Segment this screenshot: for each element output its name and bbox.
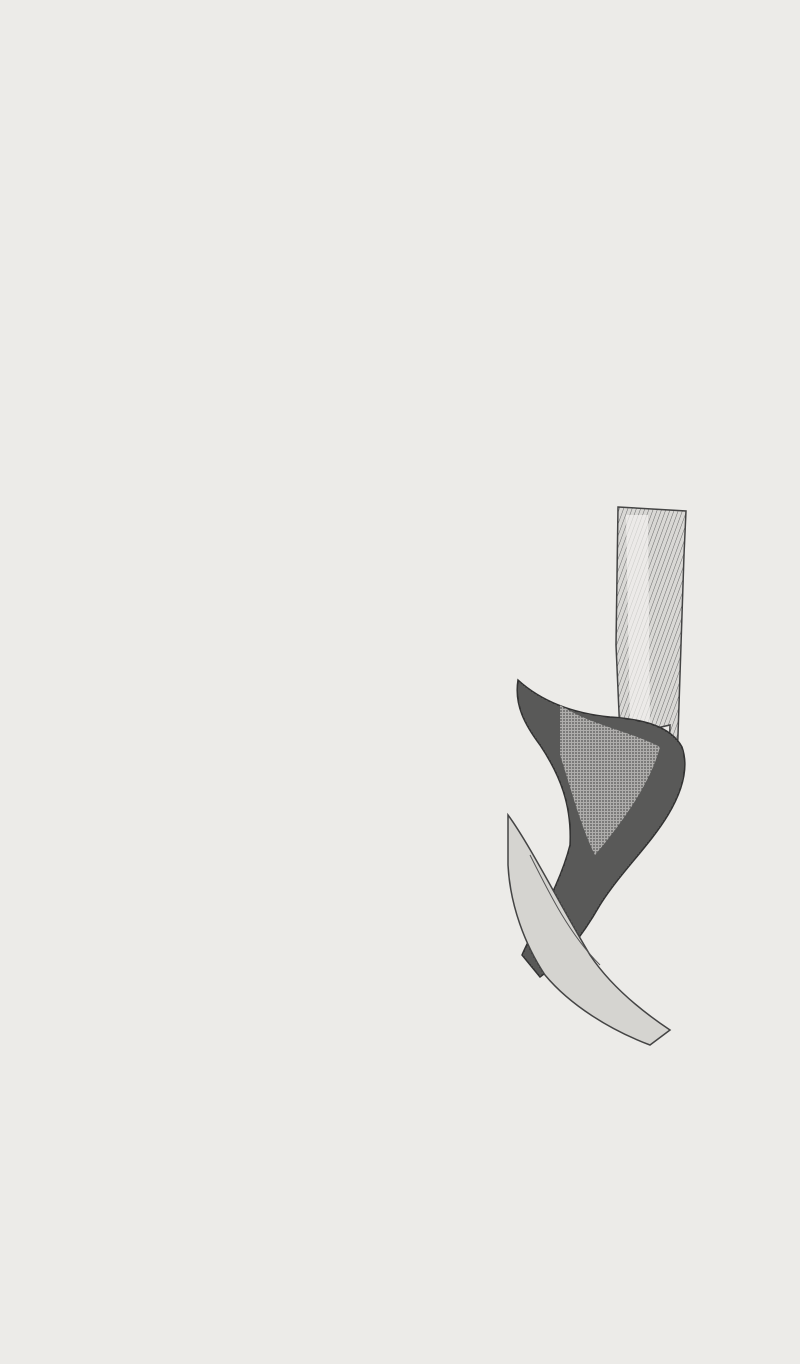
- femur-fracture-illustration: [500, 485, 700, 1057]
- femur-engraving-image: [500, 485, 700, 1057]
